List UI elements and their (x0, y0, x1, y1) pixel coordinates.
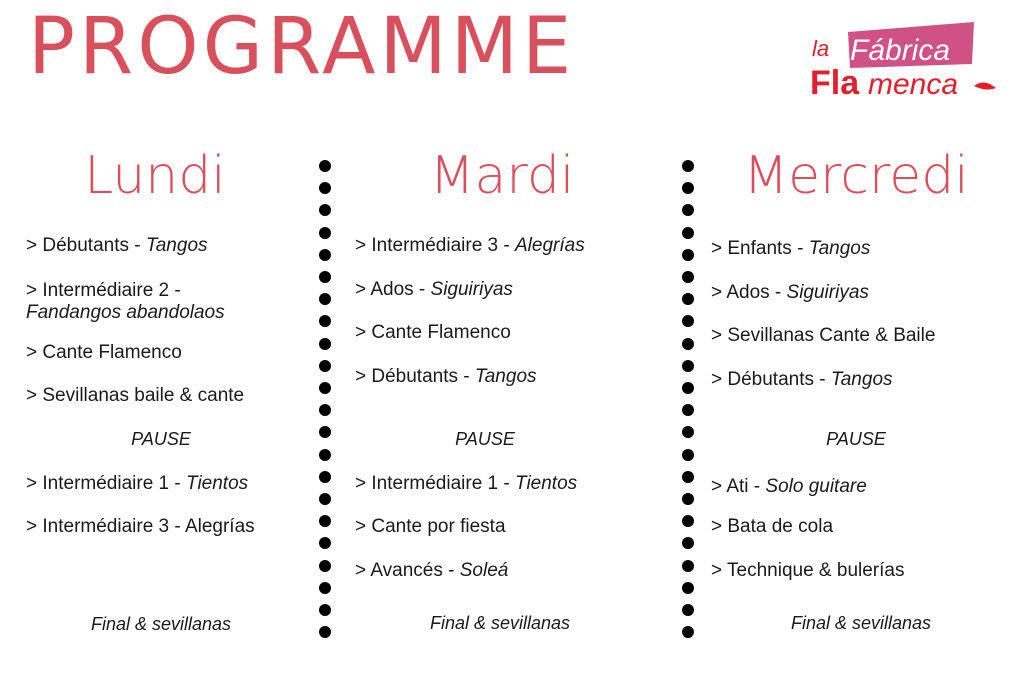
list-item: > Intermédiaire 1 - Tientos (26, 473, 249, 494)
separator-dot (682, 315, 694, 327)
separator-dot (682, 160, 694, 172)
page-title: PROGRAMME (28, 2, 576, 92)
final-label: Final & sevillanas (790, 613, 932, 633)
column-lundi (20, 146, 320, 206)
separator-dot (319, 227, 331, 239)
separator-dot (682, 227, 694, 239)
separator-dot (682, 404, 694, 416)
brand-logo (806, 22, 1006, 104)
column-mardi (352, 146, 652, 206)
list-item: > Débutants - Tangos (26, 235, 208, 256)
column-separator (682, 160, 696, 660)
list-item: > Intermédiaire 3 - Alegrías (26, 516, 255, 537)
separator-dot (682, 249, 694, 261)
column-mercredi (706, 146, 1006, 206)
day-heading: Mercredi (743, 146, 969, 206)
day-heading: Lundi (84, 146, 226, 206)
separator-dot (682, 515, 694, 527)
list-item: > Technique & bulerías (711, 560, 905, 581)
list-item: > Cante por fiesta (355, 516, 506, 537)
list-item: > Ati - Solo guitare (711, 476, 867, 497)
list-item: > Sevillanas baile & cante (26, 385, 245, 406)
list-item: > Ados - Siguiriyas (355, 279, 513, 300)
pause-label: PAUSE (455, 429, 515, 449)
separator-dot (319, 582, 331, 594)
separator-dot (682, 604, 694, 616)
separator-dot (682, 493, 694, 505)
list-item: > Intermédiaire 2 - Fandangos abandolaos (26, 280, 225, 323)
list-item: > Sevillanas Cante & Baile (711, 325, 936, 346)
separator-dot (682, 360, 694, 372)
list-item: > Intermédiaire 1 - Tientos (355, 473, 578, 494)
list-item: > Intermédiaire 3 - Alegrías (355, 235, 585, 256)
separator-dot (682, 537, 694, 549)
final-label: Final & sevillanas (429, 613, 571, 633)
separator-dot (319, 293, 331, 305)
separator-dot (319, 493, 331, 505)
svg-text:Fábrica: Fábrica (850, 34, 951, 67)
separator-dot (682, 582, 694, 594)
separator-dot (319, 204, 331, 216)
list-item: > Cante Flamenco (355, 322, 511, 343)
separator-dot (682, 626, 694, 638)
separator-dot (682, 338, 694, 350)
svg-text:menca: menca (868, 68, 959, 101)
separator-dot (682, 426, 694, 438)
separator-dot (682, 271, 694, 283)
pause-label: PAUSE (131, 429, 191, 449)
list-item: > Cante Flamenco (26, 342, 182, 363)
column-separator (319, 160, 333, 660)
separator-dot (682, 449, 694, 461)
separator-dot (682, 382, 694, 394)
list-item: > Ados - Siguiriyas (711, 282, 869, 303)
list-item: > Débutants - Tangos (355, 366, 537, 387)
separator-dot (682, 560, 694, 572)
svg-text:Fla: Fla (810, 64, 860, 102)
separator-dot (319, 449, 331, 461)
list-item: > Débutants - Tangos (711, 369, 893, 390)
separator-dot (682, 204, 694, 216)
separator-dot (319, 515, 331, 527)
separator-dot (682, 293, 694, 305)
separator-dot (319, 182, 331, 194)
separator-dot (319, 560, 331, 572)
separator-dot (319, 360, 331, 372)
separator-dot (319, 249, 331, 261)
list-item: > Avancés - Soleá (355, 560, 509, 581)
separator-dot (319, 626, 331, 638)
day-heading: Mardi (429, 146, 575, 206)
separator-dot (319, 271, 331, 283)
separator-dot (319, 160, 331, 172)
final-label: Final & sevillanas (90, 614, 232, 634)
separator-dot (682, 471, 694, 483)
separator-dot (319, 426, 331, 438)
separator-dot (319, 315, 331, 327)
separator-dot (319, 537, 331, 549)
separator-dot (319, 404, 331, 416)
list-item: > Bata de cola (711, 516, 834, 537)
list-item: > Enfants - Tangos (711, 238, 871, 259)
separator-dot (319, 471, 331, 483)
separator-dot (319, 604, 331, 616)
separator-dot (319, 338, 331, 350)
pause-label: PAUSE (826, 429, 886, 449)
svg-text:la: la (812, 36, 830, 61)
separator-dot (682, 182, 694, 194)
separator-dot (319, 382, 331, 394)
